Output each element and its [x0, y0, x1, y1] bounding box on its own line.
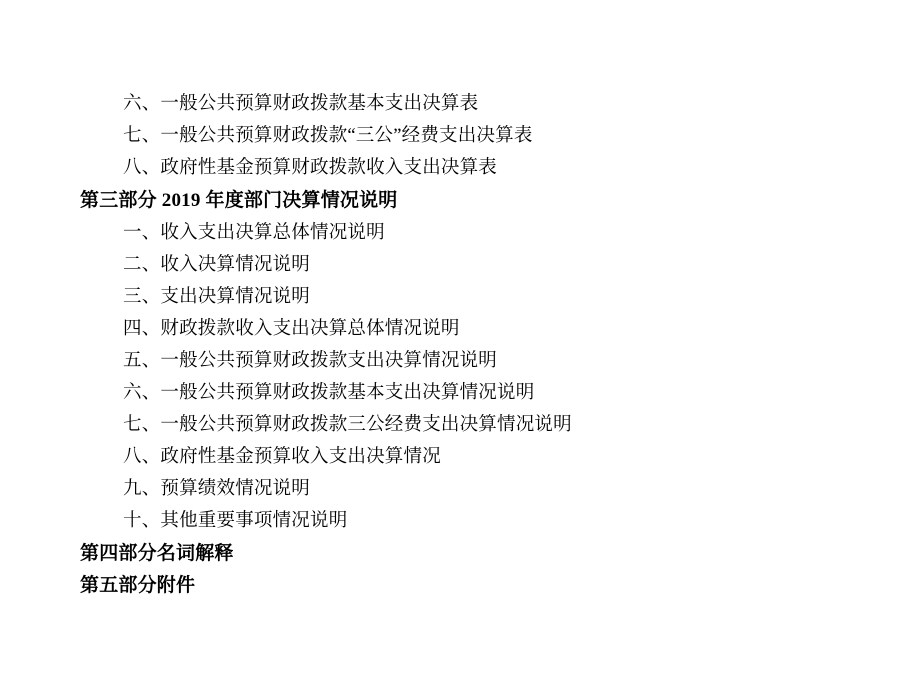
- table-of-contents: [80, 95, 817, 595]
- toc-entry: 十、其他重要事项情况说明: [123, 510, 348, 531]
- toc-entry: 八、政府性基金预算财政拨款收入支出决算表: [123, 158, 498, 178]
- toc-entry: 三、支出决算情况说明: [123, 286, 311, 307]
- toc-entry: 六、一般公共预算财政拨款基本支出决算表: [123, 94, 479, 114]
- toc-entry: 五、一般公共预算财政拨款支出决算情况说明: [123, 350, 498, 371]
- toc-entry: 九、预算绩效情况说明: [123, 478, 311, 499]
- toc-entry: 六、一般公共预算财政拨款基本支出决算情况说明: [123, 382, 535, 403]
- toc-entry: 四、财政拨款收入支出决算总体情况说明: [123, 318, 460, 339]
- toc-entry: 七、一般公共预算财政拨款“三公”经费支出决算表: [123, 126, 533, 146]
- toc-entry: 一、收入支出决算总体情况说明: [123, 222, 385, 243]
- toc-part-heading: 第五部分附件: [80, 575, 196, 596]
- toc-entry: 七、一般公共预算财政拨款三公经费支出决算情况说明: [123, 414, 572, 435]
- toc-entry: 二、收入决算情况说明: [123, 254, 311, 275]
- toc-entry: 八、政府性基金预算收入支出决算情况: [123, 446, 441, 467]
- toc-part-heading: 第四部分名词解释: [80, 542, 234, 564]
- toc-part-heading: 第三部分 2019 年度部门决算情况说明: [80, 190, 398, 211]
